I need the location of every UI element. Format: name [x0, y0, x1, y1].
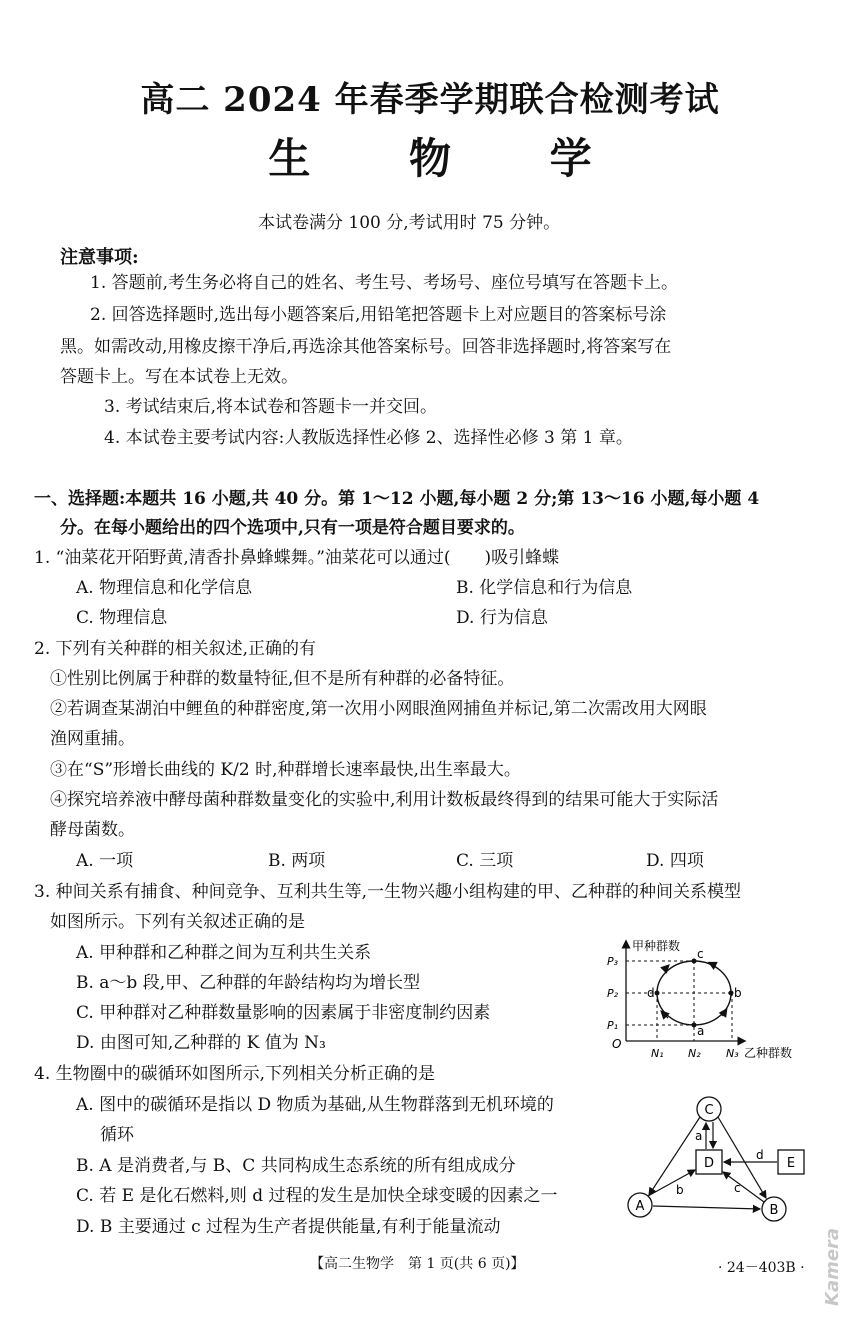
q4-edge-c: c: [734, 1181, 741, 1195]
q3-option-a: A. 甲种群和乙种群之间为互利共生关系: [76, 943, 372, 963]
exam-info: 本试卷满分 100 分,考试用时 75 分钟。: [258, 213, 561, 233]
q4-option-b: B. A 是消费者,与 B、C 共同构成生态系统的所有组成成分: [76, 1156, 516, 1176]
q3-fig-point-a: a: [697, 1024, 705, 1038]
q4-edge-d: d: [756, 1148, 764, 1162]
note-4: 4. 本试卷主要考试内容:人教版选择性必修 2、选择性必修 3 第 1 章。: [104, 428, 633, 448]
q2-statement-4b: 酵母菌数。: [50, 820, 135, 840]
q3-fig-point-b: b: [734, 986, 742, 1000]
q4-stem: 4. 生物圈中的碳循环如图所示,下列相关分析正确的是: [34, 1064, 436, 1084]
q2-option-a: A. 一项: [76, 851, 134, 871]
q2-option-c: C. 三项: [456, 851, 514, 871]
q4-option-d: D. B 主要通过 c 过程为生产者提供能量,有利于能量流动: [76, 1217, 501, 1237]
q2-stem: 2. 下列有关种群的相关叙述,正确的有: [34, 639, 317, 659]
q3-fig-p3: P₃: [607, 955, 619, 968]
q2-statement-4a: ④探究培养液中酵母菌种群数量变化的实验中,利用计数板最终得到的结果可能大于实际活: [50, 790, 719, 810]
q2-statement-3: ③在“S”形增长曲线的 K/2 时,种群增长速率最快,出生率最大。: [50, 760, 521, 780]
q3-fig-n2: N₂: [688, 1047, 701, 1060]
q4-node-e: E: [786, 1156, 796, 1171]
q3-population-diagram: [604, 936, 816, 1066]
exam-title: 高二 2024 年春季学期联合检测考试: [140, 80, 720, 120]
q4-option-a2: 循环: [100, 1125, 134, 1145]
q3-fig-point-d: d: [647, 986, 655, 1000]
q4-edge-b: b: [676, 1183, 684, 1197]
section-1-line2: 分。在每小题给出的四个选项中,只有一项是符合题目要求的。: [60, 518, 525, 538]
q3-fig-ylabel: 甲种群数: [632, 939, 681, 953]
q1-stem: 1. “油菜花开陌野黄,清香扑鼻蜂蝶舞。”油菜花可以通过( )吸引蜂蝶: [34, 548, 560, 568]
subject-title: 生 物 学: [268, 134, 634, 183]
q3-stem-b: 如图所示。下列有关叙述正确的是: [50, 912, 305, 932]
q2-statement-2b: 渔网重捕。: [50, 729, 135, 749]
q3-fig-point-c: c: [697, 947, 704, 961]
q2-option-b: B. 两项: [268, 851, 326, 871]
q2-option-d: D. 四项: [646, 851, 704, 871]
q3-fig-p1: P₁: [607, 1019, 619, 1032]
q4-option-c: C. 若 E 是化石燃料,则 d 过程的发生是加快全球变暖的因素之一: [76, 1186, 558, 1206]
q3-fig-n1: N₁: [651, 1047, 664, 1060]
q1-option-d: D. 行为信息: [456, 608, 548, 628]
q4-option-a1: A. 图中的碳循环是指以 D 物质为基础,从生物群落到无机环境的: [76, 1095, 554, 1115]
note-3: 3. 考试结束后,将本试卷和答题卡一并交回。: [104, 397, 438, 417]
q1-option-b: B. 化学信息和行为信息: [456, 578, 633, 598]
q4-edge-a: a: [695, 1129, 703, 1143]
note-2c: 答题卡上。写在本试卷上无效。: [60, 367, 298, 387]
q3-stem-a: 3. 种间关系有捕食、种间竞争、互利共生等,一生物兴趣小组构建的甲、乙种群的种间关系模型: [34, 882, 742, 902]
q3-fig-origin: O: [612, 1037, 622, 1051]
q4-node-a: A: [635, 1199, 645, 1214]
q4-carbon-cycle-diagram: [620, 1092, 810, 1226]
q1-option-a: A. 物理信息和化学信息: [76, 578, 253, 598]
watermark-text: Kamera: [822, 1227, 843, 1306]
q3-fig-p2: P₂: [607, 987, 619, 1000]
note-1: 1. 答题前,考生务必将自己的姓名、考生号、考场号、座位号填写在答题卡上。: [90, 273, 679, 293]
section-1-line1: 一、选择题:本题共 16 小题,共 40 分。第 1～12 小题,每小题 2 分;第 13～16 小题,每小题 4: [34, 489, 760, 509]
paper-code: · 24－403B ·: [718, 1260, 805, 1276]
q3-option-b: B. a～b 段,甲、乙种群的年龄结构均为增长型: [76, 973, 421, 993]
q2-statement-1: ①性别比例属于种群的数量特征,但不是所有种群的必备特征。: [50, 669, 515, 689]
note-2a: 2. 回答选择题时,选出每小题答案后,用铅笔把答题卡上对应题目的答案标号涂: [90, 305, 667, 325]
q3-option-c: C. 甲种群对乙种群数量影响的因素属于非密度制约因素: [76, 1003, 491, 1023]
q2-statement-2a: ②若调查某湖泊中鲤鱼的种群密度,第一次用小网眼渔网捕鱼并标记,第二次需改用大网眼: [50, 699, 707, 719]
notes-heading: 注意事项:: [60, 247, 139, 268]
q1-option-c: C. 物理信息: [76, 608, 168, 628]
q4-node-c: C: [704, 1103, 714, 1118]
q4-node-b: B: [769, 1203, 779, 1218]
q3-option-d: D. 由图可知,乙种群的 K 值为 N₃: [76, 1033, 326, 1053]
note-2b: 黑。如需改动,用橡皮擦干净后,再选涂其他答案标号。回答非选择题时,将答案写在: [60, 337, 672, 357]
kamera-watermark: [818, 1218, 858, 1308]
page-footer: 【高二生物学 第 1 页(共 6 页)】: [310, 1256, 525, 1272]
q3-fig-xlabel: 乙种群数: [744, 1046, 793, 1060]
q4-node-d: D: [703, 1156, 715, 1171]
q3-fig-n3: N₃: [726, 1047, 739, 1060]
